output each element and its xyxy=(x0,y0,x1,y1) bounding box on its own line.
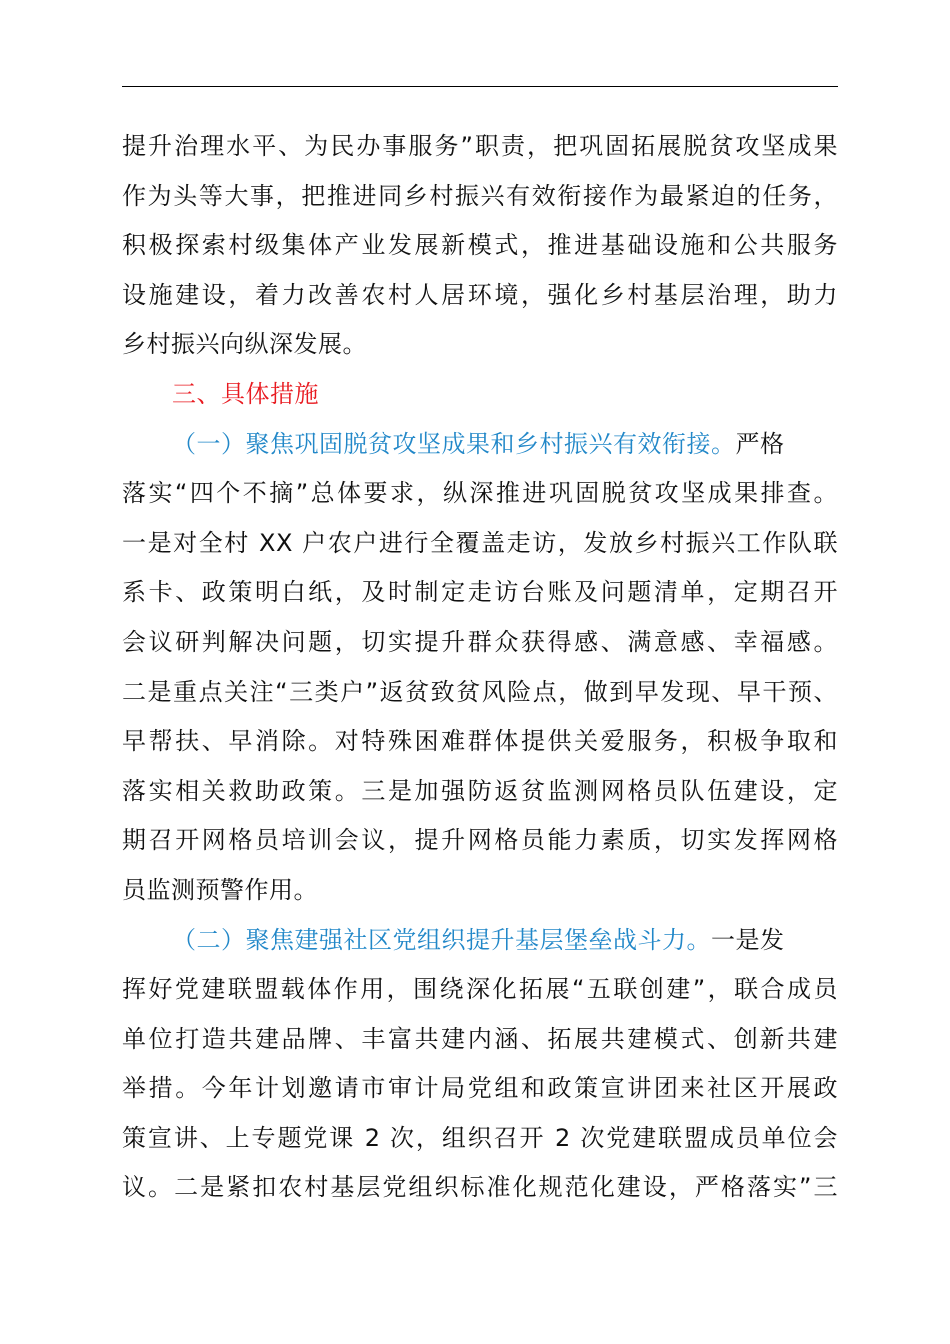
paragraph-line: 员监测预警作用。 xyxy=(122,875,318,904)
document-body xyxy=(122,122,838,1213)
paragraph-line: 一是对全村 XX 户农户进行全覆盖走访，发放乡村振兴工作队联 xyxy=(122,528,838,557)
paragraph-line: 设施建设，着力改善农村人居环境，强化乡村基层治理，助力 xyxy=(122,280,838,309)
paragraph-line: 策宣讲、上专题党课 2 次，组织召开 2 次党建联盟成员单位会 xyxy=(122,1123,838,1152)
measure-2-first-line xyxy=(122,916,838,966)
paragraph-line: 二是重点关注“三类户”返贫致贫风险点，做到早发现、早干预、 xyxy=(122,677,838,706)
header-rule xyxy=(122,86,838,87)
paragraph-line: 落实相关救助政策。三是加强防返贫监测网格员队伍建设，定 xyxy=(122,776,838,805)
paragraph-line: 单位打造共建品牌、丰富共建内涵、拓展共建模式、创新共建 xyxy=(122,1024,838,1053)
measure-1-first-line xyxy=(122,420,838,470)
measure-1-first-line-text: 严格 xyxy=(735,429,785,458)
measure-1-heading: （一）聚焦巩固脱贫攻坚成果和乡村振兴有效衔接。 xyxy=(172,429,736,458)
section-heading: 三、具体措施 xyxy=(172,379,319,408)
paragraph-line: 早帮扶、早消除。对特殊困难群体提供关爱服务，积极争取和 xyxy=(122,727,838,756)
paragraph-line: 乡村振兴向纵深发展。 xyxy=(122,330,367,359)
paragraph-line: 议。二是紧扣农村基层党组织标准化规范化建设，严格落实”三 xyxy=(122,1173,838,1202)
paragraph-line: 挥好党建联盟载体作用，围绕深化拓展“五联创建”，联合成员 xyxy=(122,975,838,1004)
paragraph-line: 举措。今年计划邀请市审计局党组和政策宣讲团来社区开展政 xyxy=(122,1074,838,1103)
paragraph-line: 落实“四个不摘”总体要求，纵深推进巩固脱贫攻坚成果排查。 xyxy=(122,479,838,508)
paragraph-line: 会议研判解决问题，切实提升群众获得感、满意感、幸福感。 xyxy=(122,627,838,656)
measure-2-first-line-text: 一是发 xyxy=(711,925,785,954)
paragraph-line: 作为头等大事，把推进同乡村振兴有效衔接作为最紧迫的任务， xyxy=(122,181,838,210)
paragraph-line: 系卡、政策明白纸，及时制定走访台账及问题清单，定期召开 xyxy=(122,578,838,607)
paragraph-line: 积极探索村级集体产业发展新模式，推进基础设施和公共服务 xyxy=(122,231,838,260)
paragraph-line: 期召开网格员培训会议，提升网格员能力素质，切实发挥网格 xyxy=(122,826,838,855)
paragraph-line: 提升治理水平、为民办事服务”职责，把巩固拓展脱贫攻坚成果 xyxy=(122,132,838,160)
measure-2-heading: （二）聚焦建强社区党组织提升基层堡垒战斗力。 xyxy=(172,925,711,954)
